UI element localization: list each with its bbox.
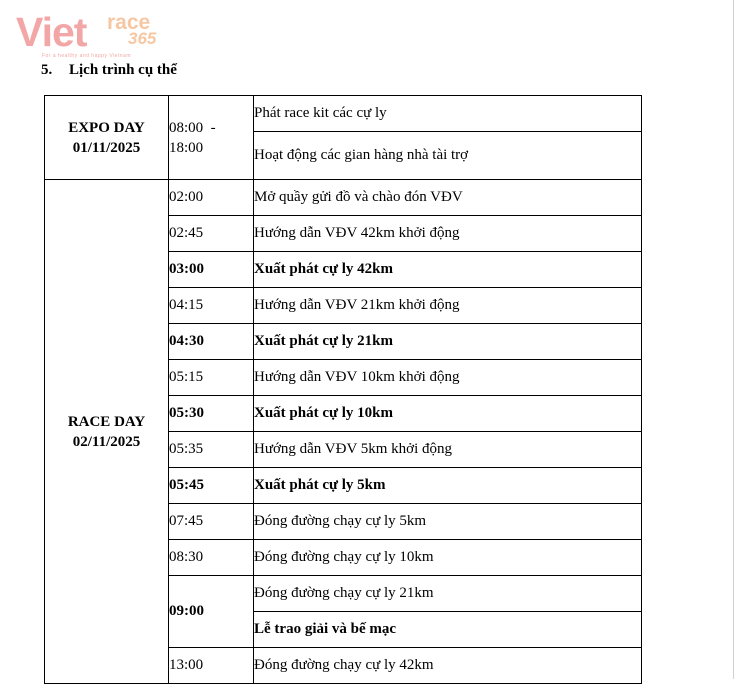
expo-time-start: 08:00 -: [169, 119, 216, 136]
activity-cell: Hoạt động các gian hàng nhà tài trợ: [254, 132, 642, 180]
schedule-table: [44, 95, 642, 684]
logo-365-text: 365: [128, 29, 157, 48]
time-cell: 05:35: [169, 432, 254, 468]
activity-cell: Đóng đường chạy cự ly 21km: [254, 576, 642, 612]
activity-cell: Lễ trao giải và bế mạc: [254, 612, 642, 648]
activity-cell: Hướng dẫn VĐV 5km khởi động: [254, 432, 642, 468]
race-day-label: RACE DAY: [67, 413, 146, 430]
activity-cell: Xuất phát cự ly 5km: [254, 468, 642, 504]
section-number: 5.: [41, 62, 53, 78]
expo-day-cell: [45, 96, 169, 180]
time-cell: 13:00: [169, 648, 254, 684]
expo-day-label: EXPO DAY: [68, 119, 145, 136]
vietrace365-logo: [16, 9, 176, 59]
expo-time-end: 18:00: [169, 139, 204, 156]
activity-cell: Mở quầy gửi đồ và chào đón VĐV: [254, 180, 642, 216]
activity-cell: Phát race kit các cự ly: [254, 96, 642, 132]
time-cell: 07:45: [169, 504, 254, 540]
logo-tagline: For a healthy and happy Vietnam: [42, 53, 132, 59]
logo-viet-text: Viet: [16, 9, 87, 55]
activity-cell: Đóng đường chạy cự ly 5km: [254, 504, 642, 540]
time-cell: 05:15: [169, 360, 254, 396]
time-cell: 08:30: [169, 540, 254, 576]
activity-cell: Xuất phát cự ly 10km: [254, 396, 642, 432]
activity-cell: Đóng đường chạy cự ly 10km: [254, 540, 642, 576]
time-cell: 02:00: [169, 180, 254, 216]
race-day-cell: [45, 180, 169, 684]
activity-cell: Hướng dẫn VĐV 42km khởi động: [254, 216, 642, 252]
time-cell: 05:45: [169, 468, 254, 504]
time-cell: 04:15: [169, 288, 254, 324]
section-title: Lịch trình cụ thể: [69, 62, 177, 78]
activity-cell: Đóng đường chạy cự ly 42km: [254, 648, 642, 684]
race-day-date: 02/11/2025: [72, 433, 141, 450]
time-cell: 04:30: [169, 324, 254, 360]
time-cell: 09:00: [169, 576, 254, 648]
activity-cell: Xuất phát cự ly 42km: [254, 252, 642, 288]
section-heading: [41, 62, 177, 79]
activity-cell: Hướng dẫn VĐV 21km khởi động: [254, 288, 642, 324]
activity-cell: Hướng dẫn VĐV 10km khởi động: [254, 360, 642, 396]
time-cell: 03:00: [169, 252, 254, 288]
expo-day-date: 01/11/2025: [72, 139, 141, 156]
time-cell: 02:45: [169, 216, 254, 252]
table-row: [45, 180, 642, 216]
logo-race-text: race: [107, 11, 151, 34]
table-row: [45, 96, 642, 132]
time-cell: 05:30: [169, 396, 254, 432]
page-edge-rule: [733, 0, 734, 679]
activity-cell: Xuất phát cự ly 21km: [254, 324, 642, 360]
expo-time-cell: [169, 96, 254, 180]
